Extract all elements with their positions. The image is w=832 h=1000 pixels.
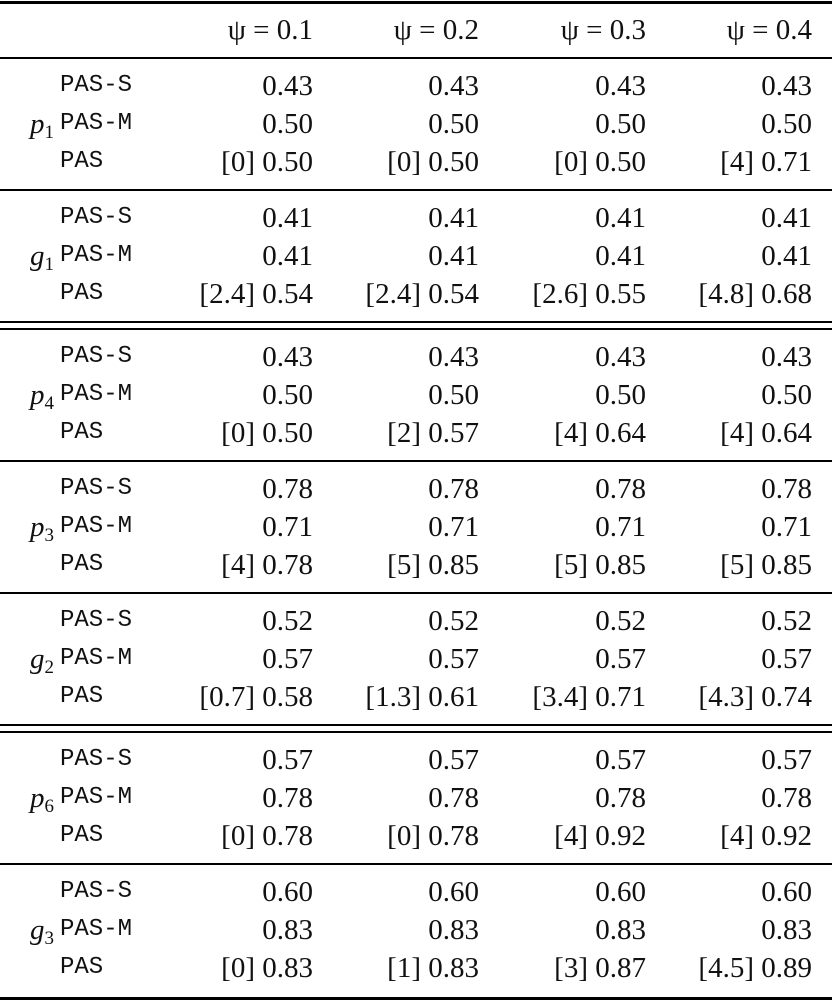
column-header: ψ = 0.3	[560, 14, 646, 46]
method-name: PAS-S	[60, 204, 133, 231]
value-cell: [4.5] 0.89	[698, 952, 812, 984]
method-name: PAS-S	[60, 607, 133, 634]
value-cell: 0.57	[262, 744, 313, 776]
value-cell: 0.57	[595, 744, 646, 776]
value-cell: [0] 0.50	[221, 146, 313, 178]
value-cell: [0.7] 0.58	[199, 681, 313, 713]
value-cell: [0] 0.50	[554, 146, 646, 178]
value-cell: [2.4] 0.54	[365, 278, 479, 310]
column-header: ψ = 0.4	[726, 14, 812, 46]
value-cell: [2.6] 0.55	[532, 278, 646, 310]
value-cell: 0.43	[262, 341, 313, 373]
value-cell: [5] 0.85	[387, 549, 479, 581]
value-cell: 0.71	[262, 511, 313, 543]
value-cell: 0.83	[761, 914, 812, 946]
table-row	[0, 199, 832, 237]
value-cell: 0.57	[761, 744, 812, 776]
value-cell: 0.57	[595, 643, 646, 675]
value-cell: [4.8] 0.68	[698, 278, 812, 310]
value-cell: 0.43	[761, 70, 812, 102]
method-name: PAS	[60, 551, 104, 578]
double-rule-top	[0, 321, 832, 323]
group-subscript: 3	[44, 928, 54, 949]
group-subscript: 4	[44, 393, 54, 414]
group-variable: p	[30, 782, 45, 814]
double-rule-top	[0, 724, 832, 726]
row-group	[0, 470, 832, 584]
table-row	[0, 678, 832, 716]
value-cell: 0.83	[595, 914, 646, 946]
column-header: ψ = 0.1	[227, 14, 313, 46]
table-row	[0, 949, 832, 987]
value-cell: [5] 0.85	[554, 549, 646, 581]
value-cell: 0.41	[262, 202, 313, 234]
value-cell: 0.52	[262, 605, 313, 637]
value-cell: 0.60	[761, 876, 812, 908]
value-cell: 0.43	[595, 341, 646, 373]
value-cell: 0.52	[761, 605, 812, 637]
group-rule	[0, 592, 832, 594]
double-rule-bottom	[0, 731, 832, 733]
value-cell: [5] 0.85	[720, 549, 812, 581]
value-cell: [3] 0.87	[554, 952, 646, 984]
method-name: PAS	[60, 280, 104, 307]
value-cell: 0.43	[595, 70, 646, 102]
group-variable: p	[30, 511, 45, 543]
table-row	[0, 640, 832, 678]
value-cell: 0.71	[428, 511, 479, 543]
value-cell: [0] 0.50	[387, 146, 479, 178]
value-cell: [4] 0.64	[554, 417, 646, 449]
value-cell: 0.43	[761, 341, 812, 373]
table-row	[0, 602, 832, 640]
group-subscript: 1	[44, 254, 54, 275]
value-cell: 0.78	[262, 473, 313, 505]
table-row	[0, 546, 832, 584]
table-row	[0, 67, 832, 105]
method-name: PAS-M	[60, 513, 133, 540]
method-name: PAS-S	[60, 72, 133, 99]
group-subscript: 6	[44, 796, 54, 817]
value-cell: 0.50	[595, 379, 646, 411]
value-cell: 0.43	[428, 341, 479, 373]
value-cell: 0.41	[428, 240, 479, 272]
value-cell: 0.60	[428, 876, 479, 908]
method-name: PAS-M	[60, 784, 133, 811]
method-name: PAS-S	[60, 343, 133, 370]
value-cell: 0.78	[595, 473, 646, 505]
column-header: ψ = 0.2	[393, 14, 479, 46]
value-cell: [0] 0.83	[221, 952, 313, 984]
value-cell: [4.3] 0.74	[698, 681, 812, 713]
group-subscript: 3	[44, 525, 54, 546]
value-cell: 0.57	[262, 643, 313, 675]
value-cell: 0.78	[428, 782, 479, 814]
value-cell: [2] 0.57	[387, 417, 479, 449]
group-variable: p	[30, 108, 45, 140]
value-cell: 0.50	[428, 108, 479, 140]
method-name: PAS-M	[60, 110, 133, 137]
header-rule	[0, 57, 832, 59]
value-cell: [0] 0.78	[221, 820, 313, 852]
row-group	[0, 199, 832, 313]
value-cell: 0.41	[761, 240, 812, 272]
value-cell: 0.83	[262, 914, 313, 946]
table-row	[0, 338, 832, 376]
value-cell: [4] 0.64	[720, 417, 812, 449]
value-cell: 0.52	[595, 605, 646, 637]
group-variable: g	[30, 240, 45, 272]
method-name: PAS-S	[60, 878, 133, 905]
value-cell: [4] 0.71	[720, 146, 812, 178]
table-row	[0, 105, 832, 143]
value-cell: 0.57	[428, 643, 479, 675]
value-cell: [3.4] 0.71	[532, 681, 646, 713]
value-cell: 0.43	[428, 70, 479, 102]
value-cell: 0.50	[262, 108, 313, 140]
table-row	[0, 414, 832, 452]
table-row	[0, 873, 832, 911]
table-row	[0, 779, 832, 817]
value-cell: 0.41	[595, 202, 646, 234]
value-cell: 0.78	[761, 782, 812, 814]
row-group	[0, 67, 832, 181]
method-name: PAS	[60, 148, 104, 175]
value-cell: [0] 0.50	[221, 417, 313, 449]
value-cell: [4] 0.92	[554, 820, 646, 852]
value-cell: 0.50	[595, 108, 646, 140]
top-rule	[0, 1, 832, 4]
value-cell: 0.50	[428, 379, 479, 411]
value-cell: [0] 0.78	[387, 820, 479, 852]
method-name: PAS-S	[60, 475, 133, 502]
table-row	[0, 508, 832, 546]
value-cell: 0.41	[595, 240, 646, 272]
method-name: PAS	[60, 419, 104, 446]
row-group	[0, 873, 832, 987]
value-cell: 0.60	[595, 876, 646, 908]
table-row	[0, 911, 832, 949]
method-name: PAS-M	[60, 242, 133, 269]
value-cell: 0.50	[761, 379, 812, 411]
table-row	[0, 470, 832, 508]
value-cell: 0.41	[428, 202, 479, 234]
group-subscript: 2	[44, 657, 54, 678]
value-cell: 0.78	[595, 782, 646, 814]
value-cell: 0.57	[428, 744, 479, 776]
value-cell: 0.71	[761, 511, 812, 543]
table-row	[0, 275, 832, 313]
table-row	[0, 376, 832, 414]
value-cell: 0.60	[262, 876, 313, 908]
value-cell: 0.78	[761, 473, 812, 505]
value-cell: [4] 0.78	[221, 549, 313, 581]
value-cell: 0.71	[595, 511, 646, 543]
method-name: PAS	[60, 683, 104, 710]
value-cell: [1.3] 0.61	[365, 681, 479, 713]
method-name: PAS-M	[60, 916, 133, 943]
method-name: PAS-S	[60, 746, 133, 773]
method-name: PAS-M	[60, 645, 133, 672]
group-variable: p	[30, 379, 45, 411]
method-name: PAS	[60, 822, 104, 849]
method-name: PAS-M	[60, 381, 133, 408]
group-rule	[0, 863, 832, 865]
group-variable: g	[30, 914, 45, 946]
value-cell: 0.52	[428, 605, 479, 637]
table-row	[0, 237, 832, 275]
value-cell: 0.50	[761, 108, 812, 140]
group-subscript: 1	[44, 122, 54, 143]
value-cell: 0.43	[262, 70, 313, 102]
value-cell: 0.78	[262, 782, 313, 814]
group-variable: g	[30, 643, 45, 675]
table-row	[0, 741, 832, 779]
group-rule	[0, 460, 832, 462]
value-cell: 0.83	[428, 914, 479, 946]
method-name: PAS	[60, 954, 104, 981]
value-cell: 0.41	[761, 202, 812, 234]
row-group	[0, 602, 832, 716]
value-cell: [1] 0.83	[387, 952, 479, 984]
value-cell: [4] 0.92	[720, 820, 812, 852]
table-row	[0, 143, 832, 181]
table-row	[0, 817, 832, 855]
double-rule-bottom	[0, 328, 832, 330]
value-cell: 0.57	[761, 643, 812, 675]
row-group	[0, 741, 832, 855]
value-cell: 0.78	[428, 473, 479, 505]
group-rule	[0, 189, 832, 191]
value-cell: 0.50	[262, 379, 313, 411]
value-cell: 0.41	[262, 240, 313, 272]
row-group	[0, 338, 832, 452]
value-cell: [2.4] 0.54	[199, 278, 313, 310]
